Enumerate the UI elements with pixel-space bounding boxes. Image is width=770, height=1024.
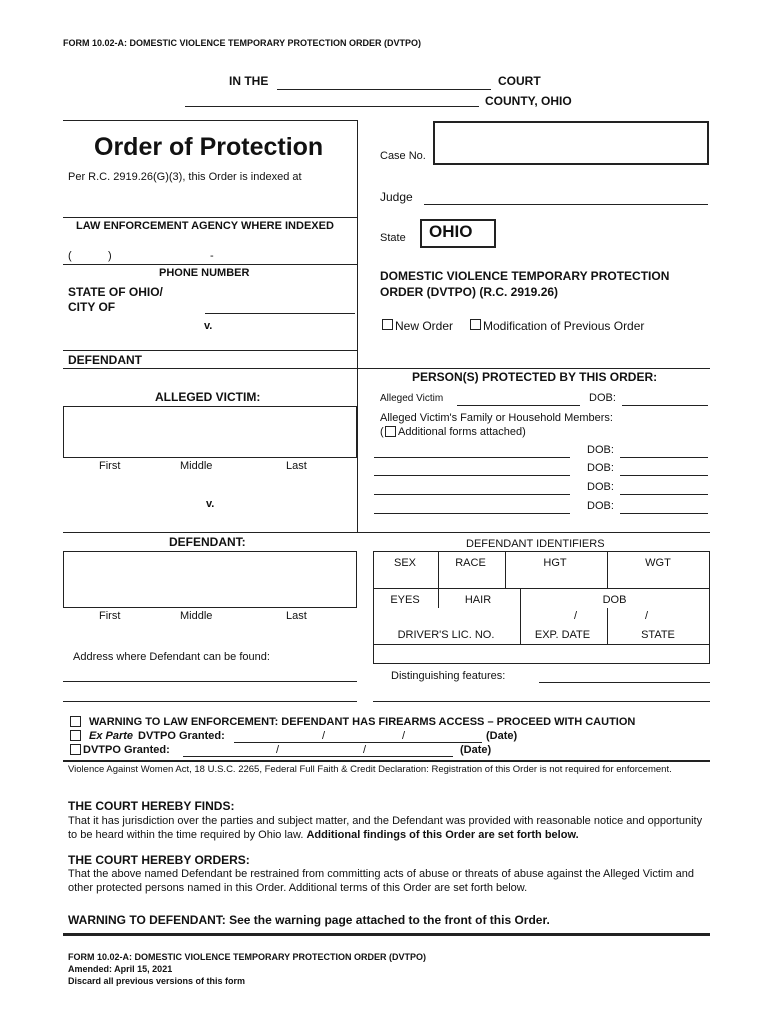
defendant-label-2: DEFENDANT: bbox=[169, 535, 246, 549]
member-1-name-field[interactable] bbox=[374, 457, 570, 458]
state-of-ohio-label: STATE OF OHIO/ bbox=[68, 285, 163, 299]
victim-middle-label: Middle bbox=[180, 460, 213, 472]
victim-last-label: Last bbox=[286, 460, 307, 472]
wgt-header: WGT bbox=[645, 557, 671, 569]
caption-divider bbox=[357, 120, 358, 532]
alleged-victim-inline-field[interactable] bbox=[457, 405, 580, 406]
victim-first-label: First bbox=[99, 460, 121, 472]
court-orders-heading: THE COURT HEREBY ORDERS: bbox=[68, 853, 250, 867]
table-row-divider bbox=[374, 644, 709, 645]
distinguishing-field-1[interactable] bbox=[539, 682, 710, 683]
city-field[interactable] bbox=[205, 313, 355, 314]
order-type-title-1: DOMESTIC VIOLENCE TEMPORARY PROTECTION bbox=[380, 269, 670, 283]
dvtpo-date-field[interactable] bbox=[183, 756, 453, 757]
table-row-divider bbox=[374, 588, 709, 589]
sex-header: SEX bbox=[393, 557, 416, 569]
new-order-label: New Order bbox=[395, 319, 454, 333]
phone-open-paren: ( bbox=[68, 250, 72, 262]
protected-heading: PERSON(S) PROTECTED BY THIS ORDER: bbox=[412, 370, 658, 384]
county-ohio-label: COUNTY, OHIO bbox=[485, 94, 572, 108]
member-2-dob-label: DOB: bbox=[587, 462, 614, 474]
distinguishing-label: Distinguishing features: bbox=[391, 670, 506, 682]
vawa-declaration: Violence Against Women Act, 18 U.S.C. 2265, Federal Full Faith & Credit Declaration: Registration of this Order is not required for enforcement. bbox=[68, 764, 672, 775]
defendant-first-label: First bbox=[99, 610, 121, 622]
in-the-label: IN THE bbox=[229, 74, 269, 88]
defendant-middle-label: Middle bbox=[180, 610, 213, 622]
footer-form-title: FORM 10.02-A: DOMESTIC VIOLENCE TEMPORARY PROTECTION ORDER (DVTPO) bbox=[68, 952, 427, 962]
address-field-1[interactable] bbox=[63, 681, 357, 682]
dob-slash-1: / bbox=[574, 610, 578, 622]
member-2-dob-field[interactable] bbox=[620, 475, 708, 476]
state-value: OHIO bbox=[429, 222, 473, 241]
firearms-warning: WARNING TO LAW ENFORCEMENT: DEFENDANT HAS FIREARMS ACCESS – PROCEED WITH CAUTION bbox=[89, 716, 636, 728]
defendant-label: DEFENDANT bbox=[68, 353, 142, 367]
defendant-name-box[interactable] bbox=[63, 551, 357, 608]
ex-parte-date-field[interactable] bbox=[234, 742, 482, 743]
court-name-field[interactable] bbox=[277, 89, 491, 90]
city-of-label: CITY OF bbox=[68, 300, 116, 314]
state-header: STATE bbox=[641, 629, 675, 641]
dvtpo-slash-1: / bbox=[276, 744, 280, 756]
footer-discard-note: Discard all previous versions of this form bbox=[68, 976, 246, 986]
ex-parte-slash-2: / bbox=[402, 730, 406, 742]
member-2-name-field[interactable] bbox=[374, 475, 570, 476]
judge-field[interactable] bbox=[424, 204, 708, 205]
family-members-label: Alleged Victim's Family or Household Members: bbox=[380, 412, 613, 424]
ex-parte-checkbox[interactable] bbox=[70, 730, 81, 741]
alleged-victim-inline-label: Alleged Victim bbox=[380, 393, 444, 404]
ex-parte-dvtpo-label: DVTPO Granted: bbox=[138, 730, 225, 742]
warning-to-defendant: WARNING TO DEFENDANT: See the warning page attached to the front of this Order. bbox=[68, 913, 550, 927]
dvtpo-date-label: (Date) bbox=[460, 744, 492, 756]
new-order-checkbox[interactable] bbox=[382, 319, 393, 330]
footer-amended: Amended: April 15, 2021 bbox=[68, 964, 173, 974]
court-finds-text: That it has jurisdiction over the parties and subject matter, and the Defendant was provided with reasonable notice and opportunity to be heard within the time required by Ohio law. Additional findings of this Order are set forth below. bbox=[68, 815, 703, 841]
alleged-victim-name-box[interactable] bbox=[63, 406, 357, 458]
dvtpo-granted-label: DVTPO Granted: bbox=[83, 744, 170, 756]
defendant-last-label: Last bbox=[286, 610, 307, 622]
agency-line-top bbox=[63, 217, 357, 218]
additional-forms-checkbox[interactable] bbox=[385, 426, 396, 437]
case-no-field[interactable] bbox=[433, 121, 709, 165]
member-1-dob-field[interactable] bbox=[620, 457, 708, 458]
victim-dob-label: DOB: bbox=[589, 392, 616, 404]
court-label: COURT bbox=[498, 74, 541, 88]
modification-label: Modification of Previous Order bbox=[483, 319, 645, 333]
address-label: Address where Defendant can be found: bbox=[73, 651, 270, 663]
modification-checkbox[interactable] bbox=[470, 319, 481, 330]
member-4-dob-label: DOB: bbox=[587, 500, 614, 512]
additional-forms-label: Additional forms attached) bbox=[398, 426, 526, 438]
eyes-header: EYES bbox=[390, 594, 420, 606]
hgt-header: HGT bbox=[543, 557, 567, 569]
caption-top-rule bbox=[63, 120, 357, 121]
address-field-2[interactable] bbox=[63, 701, 357, 702]
ex-parte-label: Ex Parte bbox=[89, 730, 134, 742]
ex-parte-slash-1: / bbox=[322, 730, 326, 742]
court-orders-text: That the above named Defendant be restrained from committing acts of abuse or threats of abuse against the Alleged Victim and other protected persons named in this Order. Additional terms of this Order are set forth below. bbox=[68, 868, 694, 894]
identifiers-top-rule bbox=[63, 532, 710, 533]
court-finds-heading: THE COURT HEREBY FINDS: bbox=[68, 799, 235, 813]
race-header: RACE bbox=[455, 557, 486, 569]
dvtpo-granted-checkbox[interactable] bbox=[70, 744, 81, 755]
member-3-name-field[interactable] bbox=[374, 494, 570, 495]
footer-top-rule bbox=[63, 933, 710, 936]
defendant-rule bbox=[63, 368, 710, 369]
order-type-title-2: ORDER (DVTPO) (R.C. 2919.26) bbox=[380, 285, 559, 299]
victim-dob-field[interactable] bbox=[622, 405, 708, 406]
form-title: FORM 10.02-A: DOMESTIC VIOLENCE TEMPORARY PROTECTION ORDER (DVTPO) bbox=[63, 38, 422, 48]
warnings-bottom-rule bbox=[63, 760, 710, 762]
member-4-dob-field[interactable] bbox=[620, 513, 708, 514]
judge-label: Judge bbox=[380, 190, 413, 204]
firearms-checkbox[interactable] bbox=[70, 716, 81, 727]
drivers-license-header: DRIVER'S LIC. NO. bbox=[397, 629, 495, 641]
versus-label-1: v. bbox=[204, 320, 213, 332]
state-label: State bbox=[380, 232, 406, 244]
member-3-dob-label: DOB: bbox=[587, 481, 614, 493]
case-no-label: Case No. bbox=[380, 150, 426, 162]
phone-label: PHONE NUMBER bbox=[159, 267, 250, 279]
member-1-dob-label: DOB: bbox=[587, 444, 614, 456]
member-3-dob-field[interactable] bbox=[620, 494, 708, 495]
hair-header: HAIR bbox=[464, 594, 492, 606]
county-name-field[interactable] bbox=[185, 106, 479, 107]
agency-label: LAW ENFORCEMENT AGENCY WHERE INDEXED bbox=[76, 220, 334, 232]
indexed-note: Per R.C. 2919.26(G)(3), this Order is indexed at bbox=[68, 171, 302, 183]
defendant-name-field[interactable] bbox=[63, 350, 357, 351]
versus-label-2: v. bbox=[206, 498, 215, 510]
dob-header: DOB bbox=[602, 594, 627, 606]
phone-close-paren: ) bbox=[108, 250, 112, 262]
alleged-victim-label: ALLEGED VICTIM: bbox=[155, 390, 261, 404]
phone-number-field[interactable] bbox=[63, 264, 357, 265]
phone-dash: - bbox=[210, 250, 214, 262]
identifiers-heading: DEFENDANT IDENTIFIERS bbox=[466, 538, 605, 550]
member-4-name-field[interactable] bbox=[374, 513, 570, 514]
ex-parte-date-label: (Date) bbox=[486, 730, 518, 742]
dvtpo-slash-2: / bbox=[363, 744, 367, 756]
additional-forms-paren: ( bbox=[380, 426, 384, 438]
distinguishing-field-2[interactable] bbox=[373, 701, 710, 702]
order-title: Order of Protection bbox=[94, 133, 324, 161]
exp-date-header: EXP. DATE bbox=[534, 629, 591, 641]
dob-slash-2: / bbox=[645, 610, 649, 622]
